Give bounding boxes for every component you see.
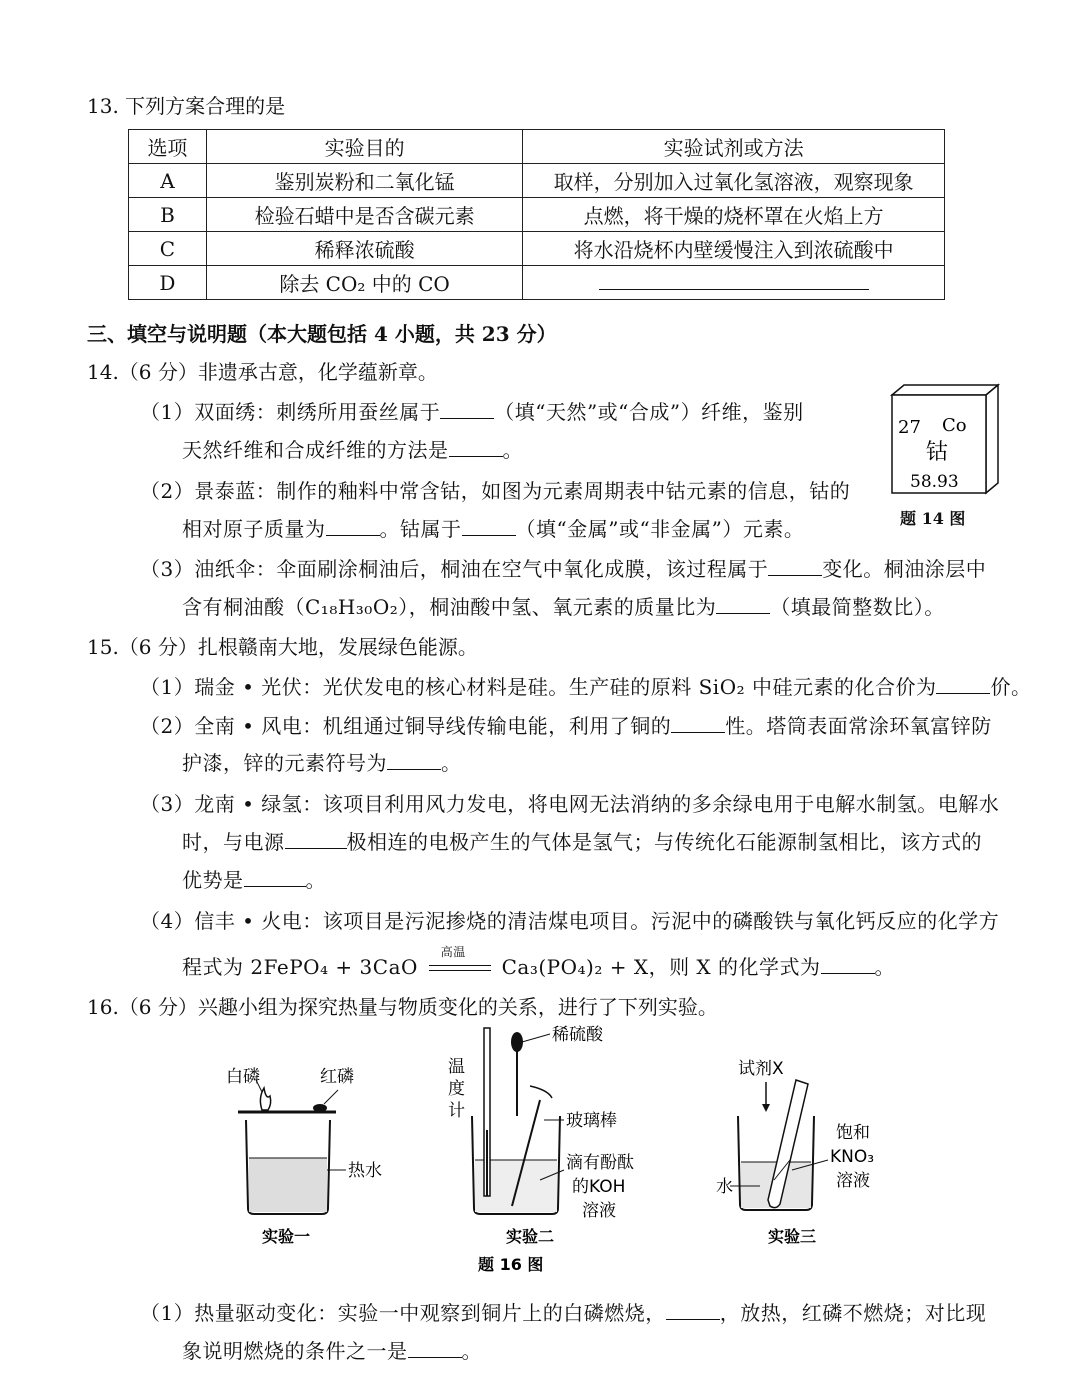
text: （1）热量驱动变化：实验一中观察到铜片上的白磷燃烧， — [140, 1301, 666, 1325]
header-option: 选项 — [129, 130, 207, 164]
q15-part2-line2 — [182, 747, 462, 776]
equals-line-top — [429, 965, 491, 966]
text: 价。 — [990, 675, 1032, 699]
q15-part3-line1: （3）龙南 • 绿氢：该项目利用风力发电，将电网无法消纳的多余绿电用于电解水制氢。电解水 — [140, 792, 1000, 816]
text: 象说明燃烧的条件之一是 — [182, 1339, 408, 1363]
answer-blank[interactable] — [244, 868, 306, 887]
label-water: 水 — [716, 1177, 733, 1197]
row-option: C — [129, 232, 207, 266]
header-method: 实验试剂或方法 — [523, 130, 945, 164]
label-kno3-1: 饱和 — [836, 1123, 870, 1143]
q15-part4-line2 — [182, 944, 896, 980]
q14-part3-line2 — [182, 591, 945, 620]
section-heading: 三、填空与说明题（本大题包括 4 小题，共 23 分） — [87, 322, 557, 346]
answer-blank[interactable] — [666, 1301, 720, 1320]
table-row — [129, 266, 945, 300]
text: 极相连的电极产生的气体是氢气；与传统化石能源制氢相比，该方式的 — [346, 830, 982, 854]
answer-blank[interactable] — [768, 557, 822, 576]
q14-part1-line2 — [182, 434, 523, 463]
label-red-phosphorus: 红磷 — [320, 1067, 354, 1087]
label-experiment-three: 实验三 — [768, 1227, 817, 1246]
equals-line-bottom — [429, 970, 491, 971]
q14-part1-line1 — [140, 396, 804, 425]
element-symbol: Co — [942, 415, 967, 436]
q14-title: 14.（6 分）非遗承古意，化学蕴新章。 — [87, 360, 438, 384]
row-method: 将水沿烧杯内壁缓慢注入到浓硫酸中 — [523, 232, 945, 266]
answer-blank[interactable] — [716, 595, 770, 614]
label-thermometer-1: 温 — [448, 1057, 465, 1077]
q14-part2-line2 — [182, 513, 804, 542]
text: 相对原子质量为 — [182, 517, 326, 541]
answer-blank[interactable] — [599, 271, 869, 290]
row-method: 点燃，将干燥的烧杯罩在火焰上方 — [523, 198, 945, 232]
q15-part2-line1 — [140, 710, 992, 739]
label-thermometer-2: 度 — [448, 1079, 465, 1099]
equation-arrow — [425, 944, 495, 979]
text: 。 — [441, 751, 462, 775]
text: （填“金属”或“非金属”）元素。 — [515, 517, 805, 541]
answer-blank[interactable] — [285, 830, 347, 849]
answer-blank[interactable] — [462, 517, 516, 536]
label-koh-solution — [566, 1153, 639, 1221]
q13-title: 13. 下列方案合理的是 — [87, 94, 286, 118]
text: 。 — [874, 955, 896, 979]
label-experiment-two: 实验二 — [506, 1227, 555, 1246]
text: （填“天然”或“合成”）纤维，鉴别 — [494, 400, 804, 424]
arrow-head-icon — [762, 1104, 770, 1112]
label-kno3-2: KNO₃ — [830, 1147, 875, 1167]
row-method-blank[interactable] — [523, 266, 945, 300]
answer-blank[interactable] — [936, 675, 990, 694]
fig16-caption: 题 16 图 — [478, 1255, 544, 1274]
text: 变化。桐油涂层中 — [822, 557, 987, 581]
experiment-figures — [200, 1020, 900, 1280]
leader-line — [522, 1034, 550, 1042]
stir-arrow-icon — [530, 1086, 552, 1098]
row-goal: 检验石蜡中是否含碳元素 — [206, 198, 522, 232]
text: 天然纤维和合成纤维的方法是 — [182, 438, 449, 462]
text: Ca₃(PO₄)₂ + X，则 X 的化学式为 — [501, 955, 821, 979]
label-hot-water: 热水 — [348, 1161, 382, 1181]
red-phosphorus — [313, 1104, 327, 1112]
answer-blank[interactable] — [671, 714, 725, 733]
hot-water — [249, 1158, 327, 1212]
text: 。 — [461, 1339, 482, 1363]
q16-part1-line2 — [182, 1335, 482, 1364]
q16-part1-line1 — [140, 1297, 986, 1326]
label-white-phosphorus: 白磷 — [226, 1067, 260, 1087]
text: 。 — [502, 438, 523, 462]
text: 程式为 2FePO₄ + 3CaO — [182, 955, 418, 979]
experiment-two — [448, 1025, 639, 1274]
row-goal: 除去 CO₂ 中的 CO — [206, 266, 522, 300]
header-goal: 实验目的 — [206, 130, 522, 164]
text: 含有桐油酸（C₁₈H₃₀O₂），桐油酸中氢、氧元素的质量比为 — [182, 595, 717, 619]
label-saturated-kno3 — [830, 1123, 879, 1191]
q15-part4-line1: （4）信丰 • 火电：该项目是污泥掺烧的清洁煤电项目。污泥中的磷酸铁与氧化钙反应的化学方 — [140, 909, 1000, 933]
cobalt-element-box — [886, 383, 1001, 495]
table-row — [129, 198, 945, 232]
experiment-one — [226, 1067, 382, 1246]
row-goal: 稀释浓硫酸 — [206, 232, 522, 266]
text: （填最简整数比）。 — [770, 595, 945, 619]
label-koh-1: 滴有酚酞 — [566, 1153, 634, 1173]
label-glass-rod: 玻璃棒 — [566, 1111, 617, 1131]
table-row — [129, 232, 945, 266]
text: 性。塔筒表面常涂环氧富锌防 — [725, 714, 992, 738]
label-reagent-x: 试剂X — [738, 1059, 784, 1079]
label-thermometer — [448, 1057, 470, 1121]
answer-blank[interactable] — [449, 438, 503, 457]
text: （1）瑞金 • 光伏：光伏发电的核心材料是硅。生产硅的原料 SiO₂ 中硅元素的化合价为 — [140, 675, 937, 699]
label-thermometer-3: 计 — [448, 1101, 465, 1121]
answer-blank[interactable] — [387, 751, 441, 770]
q15-title: 15.（6 分）扎根赣南大地，发展绿色能源。 — [87, 635, 478, 659]
row-method: 取样，分别加入过氧化氢溶液，观察现象 — [523, 164, 945, 198]
table-header-row — [129, 130, 945, 164]
q14-part3-line1 — [140, 553, 986, 582]
label-koh-2: 的KOH — [572, 1177, 626, 1197]
atomic-mass: 58.93 — [910, 472, 959, 492]
answer-blank[interactable] — [408, 1339, 462, 1358]
dropper-bulb — [511, 1032, 523, 1052]
q15-part1 — [140, 671, 1031, 700]
q13-table — [128, 129, 945, 300]
label-dilute-acid: 稀硫酸 — [552, 1025, 603, 1045]
fig14-caption: 题 14 图 — [900, 509, 966, 528]
text: 。钴属于 — [379, 517, 462, 541]
text: （3）油纸伞：伞面刷涂桐油后，桐油在空气中氧化成膜，该过程属于 — [140, 557, 769, 581]
label-experiment-one: 实验一 — [262, 1227, 311, 1246]
text: 护漆，锌的元素符号为 — [182, 751, 387, 775]
condition-label: 高温 — [440, 944, 466, 959]
row-option: A — [129, 164, 207, 198]
table-row — [129, 164, 945, 198]
q15-part3-line3 — [182, 864, 326, 893]
text: （1）双面绣：刺绣所用蚕丝属于 — [140, 400, 441, 424]
text: 优势是 — [182, 868, 244, 892]
q16-title: 16.（6 分）兴趣小组为探究热量与物质变化的关系，进行了下列实验。 — [87, 995, 718, 1019]
element-name: 钴 — [926, 440, 949, 465]
text: 。 — [305, 868, 326, 892]
atomic-number: 27 — [898, 417, 921, 438]
text: 时，与电源 — [182, 830, 285, 854]
q15-part3-line2 — [182, 826, 982, 855]
leader-line — [324, 1090, 338, 1104]
answer-blank[interactable] — [821, 955, 875, 974]
experiment-three — [716, 1059, 879, 1246]
label-koh-3: 溶液 — [582, 1201, 616, 1221]
label-kno3-3: 溶液 — [836, 1171, 870, 1191]
text: （2）全南 • 风电：机组通过铜导线传输电能，利用了铜的 — [140, 714, 672, 738]
row-option: B — [129, 198, 207, 232]
answer-blank[interactable] — [326, 517, 380, 536]
q14-part2-line1: （2）景泰蓝：制作的釉料中常含钴，如图为元素周期表中钴元素的信息，钴的 — [140, 479, 851, 503]
answer-blank[interactable] — [440, 400, 494, 419]
row-goal: 鉴别炭粉和二氧化锰 — [206, 164, 522, 198]
text: ，放热，红磷不燃烧；对比现 — [719, 1301, 987, 1325]
row-option: D — [129, 266, 207, 300]
